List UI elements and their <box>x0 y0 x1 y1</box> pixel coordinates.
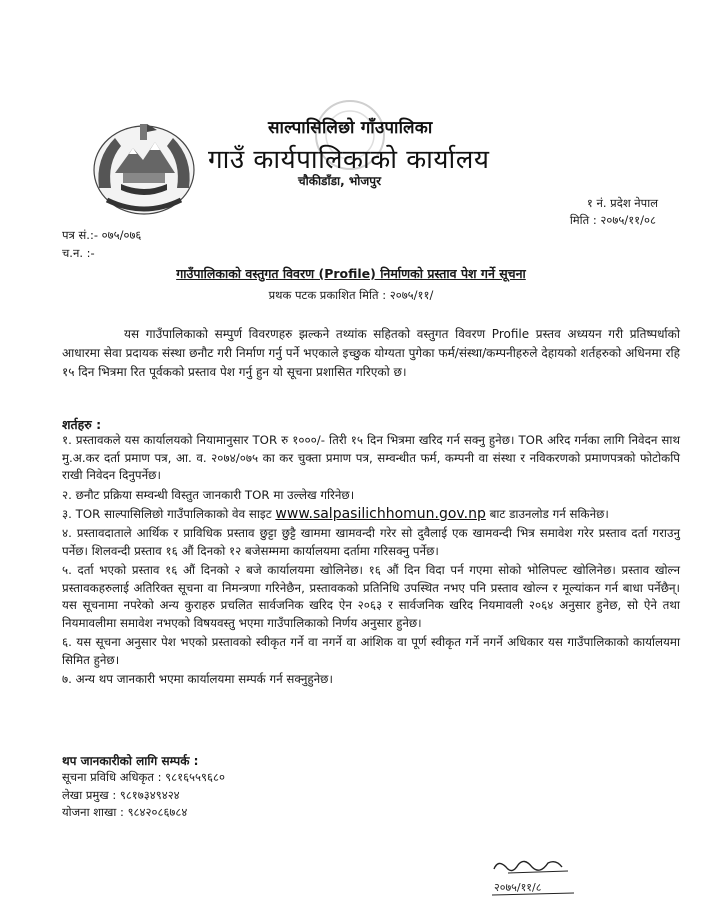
province-label: १ नं. प्रदेश नेपाल <box>586 196 658 210</box>
contact-list <box>62 769 225 822</box>
dispatch-number: च.न. :- <box>62 246 95 260</box>
published-date: प्रथक पटक प्रकाशित मिति : २०७५/११/ <box>268 288 434 302</box>
term-item-3-suffix: बाट डाउनलोड गर्न सकिनेछ। <box>489 506 609 521</box>
term-item-3 <box>62 506 680 524</box>
term-item-4: ४. प्रस्तावदाताले आर्थिक र प्राविधिक प्रस्ताव छुट्टा छुट्टै खाममा खामवन्दी गरेर सो दुवैलाई एक खामवन्दी भित्र समावेश गरेर प्रस्ताव दर्ता गराउनु पर्नेछ। शिलवन्दी प्रस्ताव १६ औं दिनको १२ बजेसम्ममा कार्यालयमा दर्तामा गरिसक्नु पर्नेछ। <box>62 526 680 558</box>
intro-paragraph: यस गाउँपालिकाको सम्पुर्ण विवरणहरु झल्कने तथ्यांक सहितको वस्तुगत विवरण Profile प्रस्तव अध्ययन गरी प्रतिष्पर्धाको आधारमा सेवा प्रदायक संस्था छनौट गरी निर्माण गर्नु पर्ने भएकाले इच्छुक योग्यता पुगेका फर्म/संस्था/कम्पनीहरुले देहायको शर्तहरुको अधिनमा रहि १५ दिन भित्रमा रित पूर्वकको प्रस्ताव पेश गर्नु हुन यो सूचना प्रशासित गरिएको छ। <box>62 327 680 379</box>
emblem-logo <box>85 118 203 218</box>
term-item-3-prefix: ३. TOR साल्पासिलिछो गाउँपालिकाको वेव साइट <box>62 506 272 521</box>
terms-list <box>62 432 680 690</box>
term-item-2: २. छनौट प्रक्रिया सम्वन्धी विस्तुत जानकारी TOR मा उल्लेख गरिनेछ। <box>62 487 355 502</box>
office-address: चौकीडाँडा, भोजपुर <box>298 174 382 188</box>
term-item-1: १. प्रस्तावकले यस कार्यालयको नियामानुसार TOR रु १०००/- तिरी १५ दिन भित्रमा खरिद गर्न सक्नु हुनेछ। TOR अरिद गर्नका लागि निवेदन साथ मु.अ.कर दर्ता प्रमाण पत्र, आ. व. २०७४/०७५ का कर चुक्ता प्रमाण पत्र, सम्वन्धीत फर्म, कम्पनी वा संस्था र नविकरणको प्रमाणपत्रको फोटोकपि राखी निवेदन दिनुपर्नेछ। <box>62 433 680 483</box>
term-item-6: ६. यस सूचना अनुसार पेश भएको प्रस्तावको स्वीकृत गर्ने वा नगर्ने वा आंशिक वा पूर्ण स्वीकृत गर्ने नगर्ने अधिकार यस गाउँपालिकाको कार्यालयमा सिमित हुनेछ। <box>62 635 680 667</box>
letter-date: मिति : २०७५/११/०८ <box>569 213 656 227</box>
notice-title <box>0 265 702 282</box>
contact-heading: थप जानकारीको लागि सम्पर्क : <box>62 754 199 768</box>
terms-heading: शर्तहरु : <box>62 417 102 432</box>
office-title: गाउँ कार्यपालिकाको कार्यालय <box>208 145 490 175</box>
contact-planning: योजना शाखा : ९८४२०८६७८४ <box>62 805 188 819</box>
notice-title-text: गाउँपालिकाको वस्तुगत विवरण (Profile) निर्माणको प्रस्ताव पेश गर्ने सूचना <box>176 266 526 281</box>
term-item-7: ७. अन्य थप जानकारी भएमा कार्यालयमा सम्पर्क गर्न सक्नुहुनेछ। <box>62 672 333 687</box>
term-item-5: ५. दर्ता भएको प्रस्ताव १६ औं दिनको २ बजे कार्यालयमा खोलिनेछ। १६ औं दिन विदा पर्न गएमा सोको भोलिपल्ट खोलिनेछ। प्रस्ताव खोल्न प्रस्तावकहरुलाई अतिरिक्त सूचना वा निमन्त्रणा गरिनेछैन, प्रस्तावकको प्रतिनिधि उपस्थित नभए पनि प्रस्ताव खोल्न र मूल्यांकन गर्न बाधा पर्नेछैन्। यस सूचनामा नपरेको अन्य कुराहरु प्रचलित सार्वजनिक खरिद ऐन २०६३ र सार्वजनिक खरिद नियमावली २०६४ अनुसार हुनेछ, सो ऐने तथा नियमावलीमा समावेश नभएको विषयवस्तु भएमा गाउँपालिकाको निर्णय अनुसार हुनेछ। <box>62 562 680 631</box>
contact-it-officer: सूचना प्रविधि अधिकृत : ९८१६५५९६८० <box>62 770 225 784</box>
signature <box>488 855 580 905</box>
municipality-name: साल्पासिलिछो गाँउपालिका <box>268 118 433 138</box>
website-link[interactable]: www.salpasilichhomun.gov.np <box>275 505 486 522</box>
reference-number: पत्र सं.:- ०७५/०७६ <box>62 228 142 242</box>
signature-date: २०७५/११/८ <box>494 881 542 894</box>
contact-accounts: लेखा प्रमुख : ९८१७३४९४२४ <box>62 787 180 802</box>
